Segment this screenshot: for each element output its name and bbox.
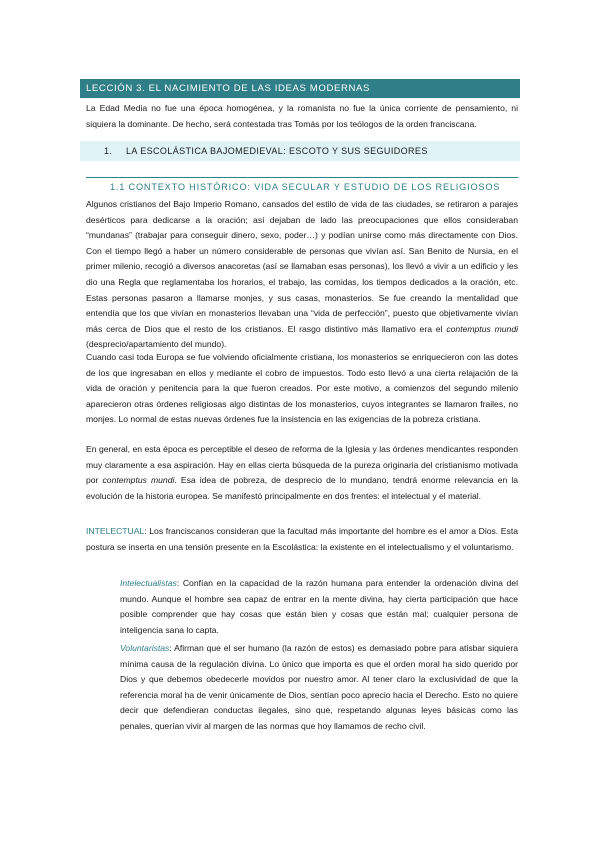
- paragraph-intellectual: [86, 524, 518, 555]
- subsection-title: 1.1 CONTEXTO HISTÓRICO: VIDA SECULAR Y ESTUDIO DE LOS RELIGIOSOS: [110, 182, 501, 192]
- paragraph-text: : Los franciscanos consideran que la facultad más importante del hombre es el amor a Dios. Esta postura se inserta en una tensión presente en la Escolástica: la existente en el intelectualismo y el voluntarismo.: [86, 526, 518, 552]
- intelectualistas-label: Intelectualistas: [120, 578, 177, 588]
- paragraph-mendicant-orders: Cuando casi toda Europa se fue volviendo oficialmente cristiana, los monasterios se enriquecieron con las dotes de los que ingresaban en ellos y mediante el cobro de impuestos. Todo esto llevó a una cierta relajación de la vida de oración y penitencia para la que fueron creados. Por este motivo, a comienzos del segundo milenio aparecieron otras órdenes religiosas algo distintas de los monasterios, cuyos integrantes se llamaron frailes, no monjes. Lo normal de estas nuevas órdenes fue la insistencia en las exigencias de la pobreza cristiana.: [86, 352, 518, 425]
- section-heading-bar: [80, 141, 520, 161]
- lesson-title-bar: [80, 79, 520, 98]
- lesson-title: LECCIÓN 3. EL NACIMIENTO DE LAS IDEAS MODERNAS: [86, 83, 371, 94]
- paragraph-text: Algunos cristianos del Bajo Imperio Romano, cansados del estilo de vida de las ciudades, se retiraron a parajes desérticos para dedicarse a la oración; así dejaban de lado las preocupaciones que ellos consideraban “mundanas” (trabajar para conseguir dinero, sexo, poder…) y podían unirse como más directamente con Dios. Con el tiempo llegó a haber un número considerable de personas que vivían así. San Benito de Nursia, en el primer milenio, recogió a diversos anacoretas (así se llamaban esas personas), los llevó a vivir a un edificio y les dio una Regla que reglamentaba los horarios, el trabajo, las comidas, los tiempos dedicados a la oración, etc. Estas personas pasaron a llamarse monjes, y sus casas, monasterios. Se fue creando la mentalidad que entendía que los que vivían en monasterios llevaban una “vida de perfección”, puesto que objetivamente vivían más cerca de Dios que el resto de los cristianos. El rasgo distintivo más llamativo era el: [86, 199, 518, 334]
- paragraph-reform: [86, 442, 518, 504]
- paragraph-voluntaristas: [120, 641, 518, 735]
- intro-paragraph: La Edad Media no fue una época homogénea, y la romanista no fue la única corriente de pensamiento, ni siquiera la dominante. De hecho, será contestada tras Tomás por los teólogos de la orden franciscana.: [86, 103, 518, 129]
- paragraph-text: (desprecio/apartamiento del mundo).: [86, 339, 227, 350]
- intellectual-label: INTELECTUAL: [86, 526, 145, 536]
- paragraph-text: En general, en esta época es perceptible el deseo de reforma de la Iglesia y las órdenes mendicantes responden muy claramente a esa aspiración. Hay en ellas cierta búsqueda de la pureza originaria del cristianismo motivada por: [86, 444, 518, 486]
- paragraph-intelectualistas: [120, 576, 518, 638]
- section-number: 1.: [104, 146, 113, 156]
- voluntaristas-label: Voluntaristas: [120, 643, 170, 653]
- emphasis-term: contemptus mundi: [102, 475, 175, 486]
- paragraph-text: : Afirman que el ser humano (la razón de estos) es demasiado pobre para atisbar siquiera mínima causa de la regulación divina. Lo único que importa es que el orden moral ha sido querido por Dios y que debemos obedecerle movidos por nuestro amor. Al tener claro la exclusividad de que la referencia moral ha de venir únicamente de Dios, sentían poco aprecio hacia el Derecho. Esto no quiere decir que defendieran conductas ilegales, sino que, respetando algunas leyes básicas como las penales, querían vivir al margen de las normas que hoy llamamos de recho civil.: [120, 643, 518, 731]
- paragraph-monasteries-origin: [86, 197, 518, 353]
- emphasis-term: contemptus mundi: [446, 323, 519, 334]
- subsection-divider: [86, 177, 518, 178]
- section-title: LA ESCOLÁSTICA BAJOMEDIEVAL: ESCOTO Y SUS SEGUIDORES: [126, 146, 428, 156]
- paragraph-text: . Esa idea de pobreza, de desprecio de lo mundano, tendrá enorme relevancia en la evolución de la historia europea. Se manifestó principalmente en dos frentes: el intelectual y el material.: [86, 475, 519, 501]
- paragraph-text: : Confían en la capacidad de la razón humana para entender la ordenación divina del mundo. Aunque el hombre sea capaz de entrar en la mente divina, hay cierta participación que hace posible comprender que hay cosas que están bien y cosas que están mal; cualquier persona de inteligencia sana lo capta.: [120, 578, 518, 635]
